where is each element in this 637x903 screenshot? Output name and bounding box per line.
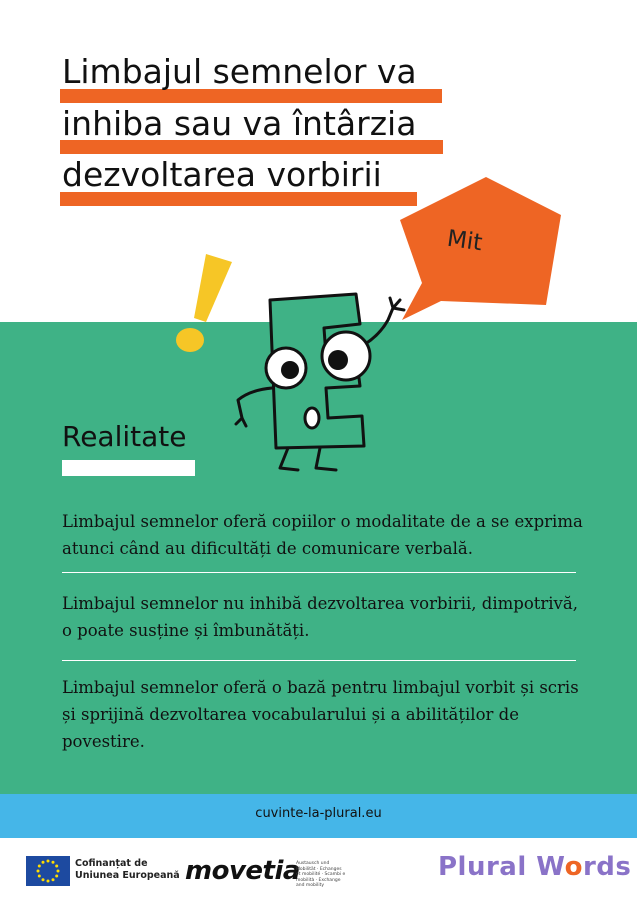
plural-words-logo: [438, 852, 631, 882]
movetia-tagline: Austausch und Mobilität · Echanges et mobilité · Scambi e mobilità · Exchange and mobility: [296, 861, 346, 888]
mascot-character-icon: [228, 290, 408, 475]
plural-words-o: o: [564, 852, 583, 882]
myth-label: Mit: [445, 225, 484, 257]
plural-words-part-1: Plural W: [438, 852, 565, 882]
separator-1: [62, 572, 576, 573]
reality-heading: Realitate: [62, 420, 187, 453]
reality-heading-bar: [62, 460, 195, 476]
eu-text-line-1: Cofinanțat de: [75, 858, 148, 869]
page-title-line-2: inhiba sau va întârzia: [62, 104, 417, 143]
reality-paragraph-1: Limbajul semnelor oferă copiilor o modalitate de a se exprima atunci când au dificultăți de comunicare verbală.: [62, 512, 583, 558]
separator-2: [62, 660, 576, 661]
page-title-line-1: Limbajul semnelor va: [62, 52, 417, 91]
page-title-line-3: dezvoltarea vorbirii: [62, 155, 382, 194]
website-link[interactable]: cuvinte-la-plural.eu: [255, 806, 382, 821]
eu-text-line-2: Uniunea Europeană: [75, 870, 180, 881]
eu-flag-icon: [26, 856, 70, 886]
plural-words-part-2: rds: [582, 852, 632, 882]
eu-cofunding-text: [75, 858, 180, 882]
movetia-logo: movetia: [185, 856, 300, 886]
reality-paragraph-3: Limbajul semnelor oferă o bază pentru limbajul vorbit și scris și sprijină dezvoltarea vocabularului și a abilităților de povestire.: [62, 678, 579, 751]
reality-paragraph-2: Limbajul semnelor nu inhibă dezvoltarea vorbirii, dimpotrivă, o poate susține și îmbunătăți.: [62, 594, 578, 640]
